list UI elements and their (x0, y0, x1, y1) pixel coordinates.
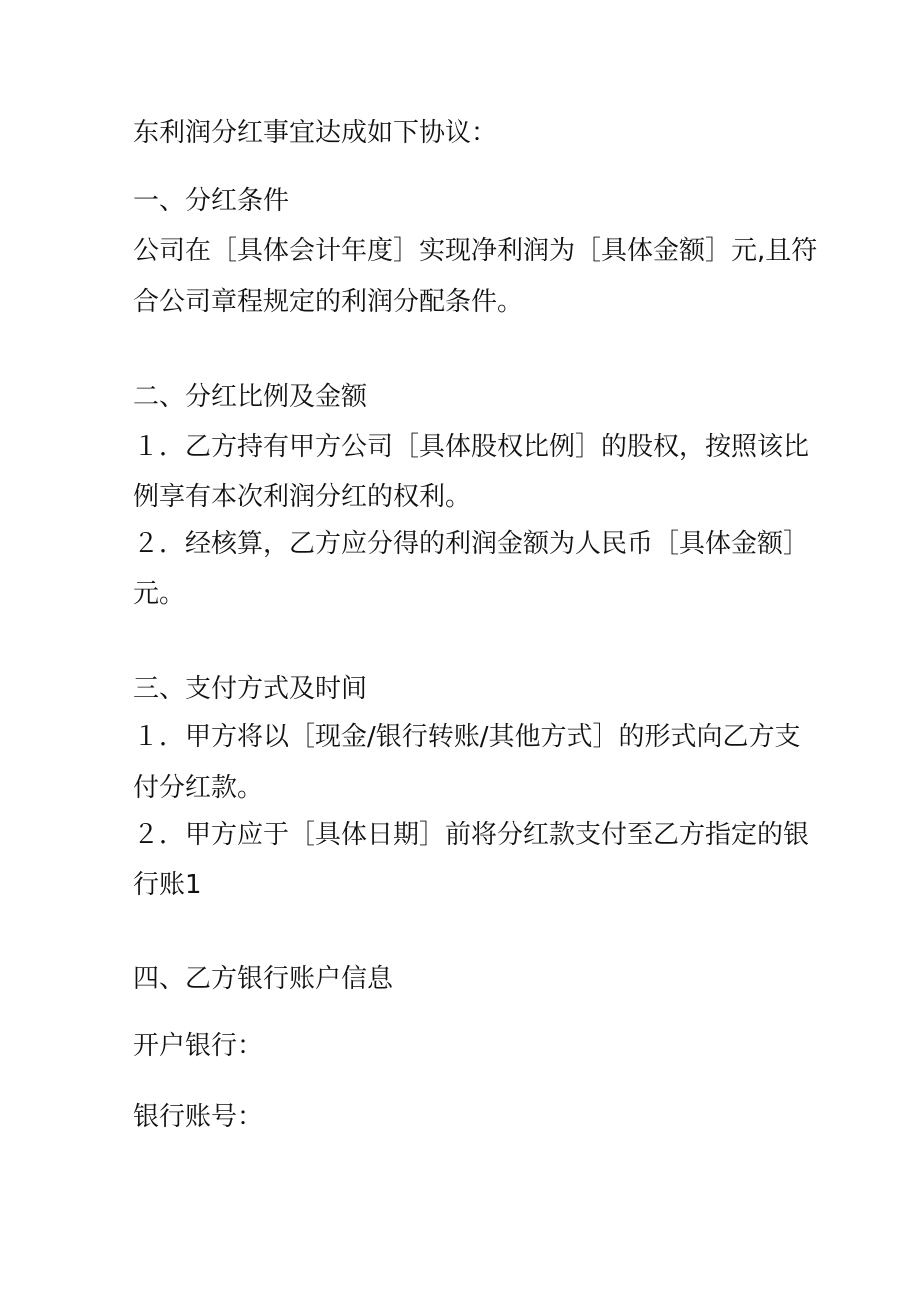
section-2-heading: 二、分红比例及金额 (133, 382, 368, 412)
section-1-body-line-2: 合公司章程规定的利润分配条件。 (133, 287, 524, 317)
section-2-item-1-line-1: １．乙方持有甲方公司［具体股权比例］的股权，按照该比 (133, 432, 810, 462)
section-1-body-line-1: 公司在［具体会计年度］实现净利润为［具体金额］元,且符 (133, 236, 818, 266)
account-number-label: 银行账号： (133, 1102, 264, 1132)
section-3-heading: 三、支付方式及时间 (133, 674, 368, 704)
intro-text: 东利润分红事宜达成如下协议： (133, 118, 498, 148)
section-3-item-1-line-1: １．甲方将以［现金/银行转账/其他方式］的形式向乙方支 (133, 722, 801, 752)
section-3-item-1-line-2: 付分红款。 (133, 773, 264, 803)
section-3-item-2-line-2: 行账1 (133, 870, 202, 900)
section-3-item-2-line-1: ２．甲方应于［具体日期］前将分红款支付至乙方指定的银 (133, 820, 810, 850)
section-1-heading: 一、分红条件 (133, 186, 290, 216)
section-4-heading: 四、乙方银行账户信息 (133, 964, 394, 994)
section-2-item-2-line-2: 元。 (133, 579, 186, 609)
section-2-item-1-line-2: 例享有本次利润分红的权利。 (133, 482, 472, 512)
section-2-item-2-line-1: ２．经核算，乙方应分得的利润金额为人民币［具体金额］ (133, 529, 810, 559)
bank-name-label: 开户银行： (133, 1031, 264, 1061)
